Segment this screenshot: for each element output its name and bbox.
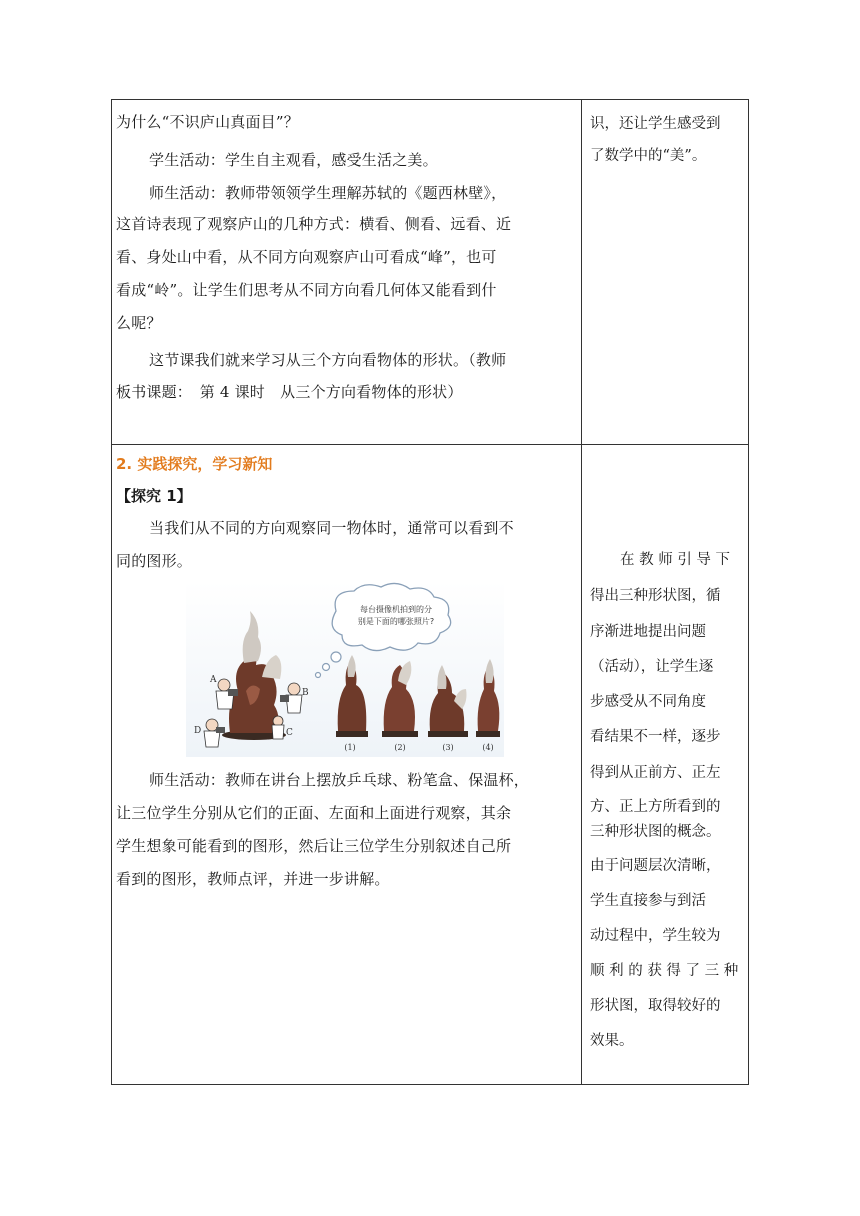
note-line-3: 序渐进地提出问题 [590, 624, 706, 640]
camera-label-b: B [302, 688, 309, 698]
explore-label: 【探究 1】 [116, 487, 192, 505]
top-line-8: 这节课我们就来学习从三个方向看物体的形状。（教师 [149, 351, 507, 369]
top-line-2: 学生活动：学生自主观看，感受生活之美。 [149, 151, 438, 169]
figure-drawing [186, 581, 504, 757]
note-line-7: 得到从正前方、正左 [590, 765, 721, 781]
bubble-text-1: 每台摄像机拍到的分 [360, 605, 432, 614]
row-divider [112, 444, 748, 445]
activity-line-2: 让三位学生分别从它们的正面、左面和上面进行观察，其余 [116, 804, 512, 822]
note-line-6: 看结果不一样，逐步 [590, 729, 721, 745]
note-line-8: 方、正上方所看到的 [590, 799, 721, 815]
intro-line-1: 当我们从不同的方向观察同一物体时，通常可以看到不 [149, 519, 514, 537]
top-line-1: 为什么“不识庐山真面目”？ [116, 113, 299, 131]
note-line-2: 得出三种形状图，循 [590, 588, 721, 604]
note-line-14: 形状图，取得较好的 [590, 998, 721, 1014]
top-line-7: 么呢？ [116, 314, 162, 332]
photo-label-4: (4) [482, 743, 494, 752]
top-note-1: 识，还让学生感受到 [590, 116, 721, 132]
activity-line-4: 看到的图形，教师点评，并进一步讲解。 [116, 870, 390, 888]
camera-label-d: D [194, 726, 202, 736]
observation-figure [186, 581, 504, 757]
activity-line-3: 学生想象可能看到的图形，然后让三位学生分别叙述自己所 [116, 837, 512, 855]
top-line-6: 看成“岭”。让学生们思考从不同方向看几何体又能看到什 [116, 281, 497, 299]
camera-label-a: A [210, 675, 217, 685]
photo-label-3: (3) [442, 743, 454, 752]
note-line-12: 动过程中，学生较为 [590, 928, 721, 944]
photo-label-2: (2) [394, 743, 406, 752]
intro-line-2: 同的图形。 [116, 552, 193, 570]
activity-line-1: 师生活动：教师在讲台上摆放乒乓球、粉笔盒、保温杯， [149, 771, 530, 789]
camera-label-c: C [286, 728, 293, 738]
top-line-9: 板书课题： 第 4 课时 从三个方向看物体的形状） [116, 383, 463, 401]
note-line-10: 由于问题层次清晰， [590, 858, 721, 874]
note-line-4: （活动），让学生逐 [590, 659, 714, 675]
note-line-1: 在 教 师 引 导 下 [620, 552, 731, 568]
note-line-15: 效果。 [590, 1033, 634, 1049]
note-line-13: 顺 利 的 获 得 了 三 种 [590, 963, 739, 979]
top-line-3: 师生活动：教师带领领学生理解苏轼的《题西林壁》， [149, 184, 507, 202]
note-line-5: 步感受从不同角度 [590, 694, 706, 710]
photo-label-1: (1) [344, 743, 356, 752]
note-line-11: 学生直接参与到活 [590, 893, 706, 909]
top-line-4: 这首诗表现了观察庐山的几种方式：横看、侧看、远看、近 [116, 215, 512, 233]
note-line-9: 三种形状图的概念。 [590, 824, 721, 840]
column-divider [581, 100, 582, 1084]
camera-c-icon [272, 716, 284, 739]
top-note-2: 了数学中的“美”。 [590, 148, 707, 164]
section-heading: 2. 实践探究，学习新知 [116, 455, 273, 473]
top-line-5: 看、身处山中看，从不同方向观察庐山可看成“峰”，也可 [116, 248, 497, 266]
bubble-text-2: 别是下面的哪张照片? [357, 617, 435, 626]
